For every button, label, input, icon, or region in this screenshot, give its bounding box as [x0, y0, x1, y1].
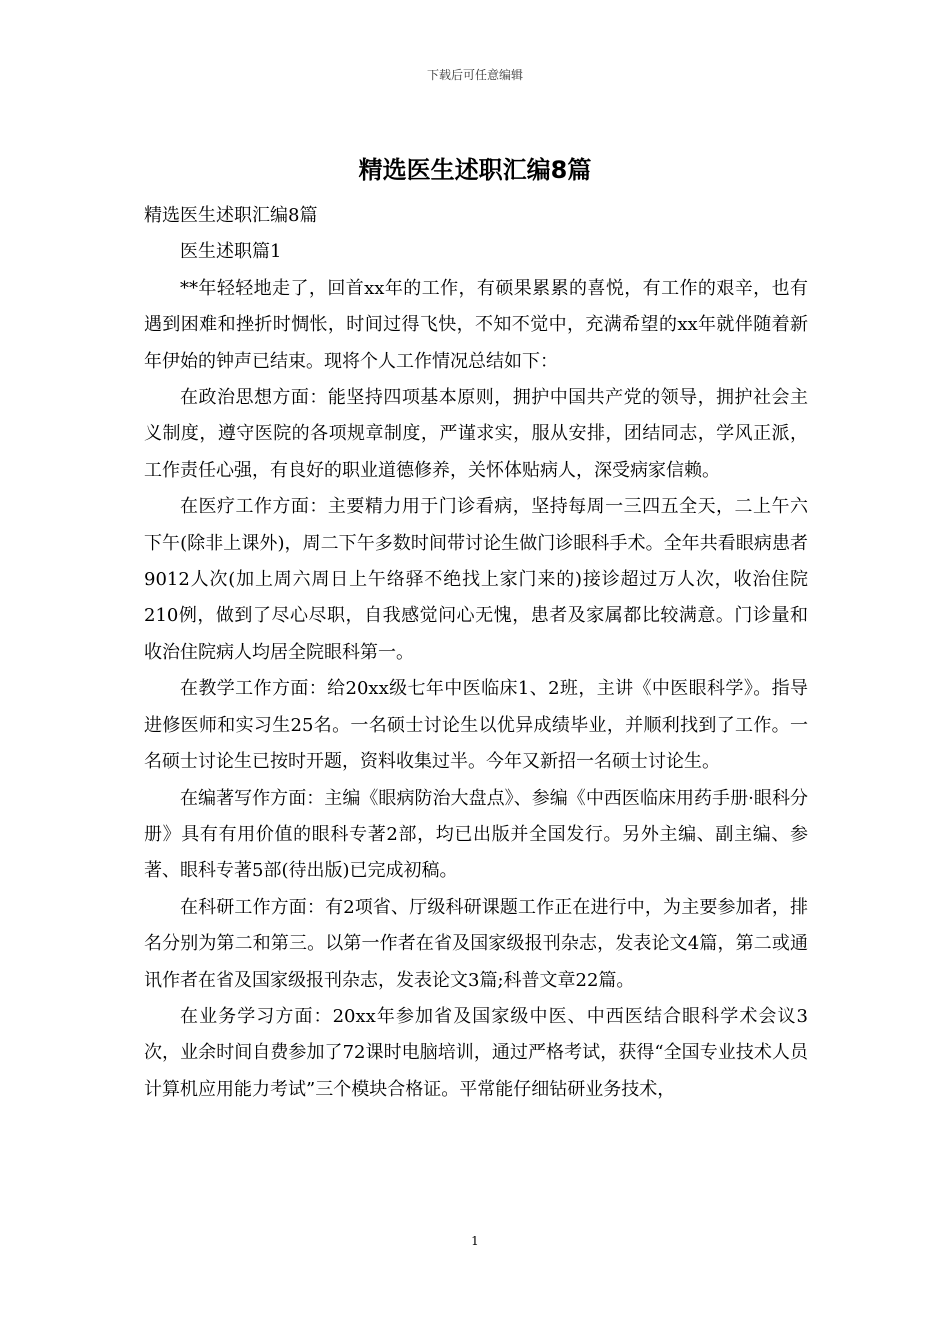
- paragraph-writing: 在编著写作方面：主编《眼病防治大盘点》、参编《中西医临床用药手册·眼科分册》具有有用价值的眼科专著2部，均已出版并全国发行。另外主编、副主编、参著、眼科专著5部(待出版)已完成初稿。: [144, 787, 808, 882]
- paragraph-study: 在业务学习方面：20xx年参加省及国家级中医、中西医结合眼科学术会议3次，业余时间自费参加了72课时电脑培训，通过严格考试，获得“全国专业技术人员计算机应用能力考试”三个模块合格证。平常能仔细钻研业务技术，: [144, 1005, 808, 1100]
- document-title: 精选医生述职汇编8篇: [358, 156, 592, 184]
- page-number: 1: [471, 1234, 479, 1248]
- paragraph-political: 在政治思想方面：能坚持四项基本原则，拥护中国共产党的领导，拥护社会主义制度，遵守医院的各项规章制度，严谨求实，服从安排，团结同志，学风正派，工作责任心强，有良好的职业道德修养，关怀体贴病人，深受病家信赖。: [144, 387, 808, 481]
- paragraph-medical: 在医疗工作方面：主要精力用于门诊看病，坚持每周一三四五全天，二上午六下午(除非上课外)，周二下午多数时间带讨论生做门诊眼科手术。全年共看眼病患者9012人次(加上周六周日上午络驿不绝找上家门来的)接诊超过万人次，收治住院210例，做到了尽心尽职，自我感觉问心无愧，患者及家属都比较满意。门诊量和收治住院病人均居全院眼科第一。: [144, 496, 808, 663]
- paragraph-intro: **年轻轻地走了，回首xx年的工作，有硕果累累的喜悦，有工作的艰辛，也有遇到困难和挫折时惆怅，时间过得飞快，不知不觉中，充满希望的xx年就伴随着新年伊始的钟声已结束。现将个人工作情况总结如下：: [144, 277, 808, 372]
- section-heading: 医生述职篇1: [180, 241, 282, 263]
- document-body: [144, 198, 808, 1108]
- paragraph-teaching: 在教学工作方面：给20xx级七年中医临床1、2班，主讲《中医眼科学》。指导进修医师和实习生25名。一名硕士讨论生以优异成绩毕业，并顺利找到了工作。一名硕士讨论生已按时开题，资料收集过半。今年又新招一名硕士讨论生。: [144, 678, 808, 773]
- page-header: 下载后可任意编辑: [426, 68, 523, 82]
- subtitle-line: 精选医生述职汇编8篇: [144, 205, 318, 226]
- paragraph-research: 在科研工作方面：有2项省、厅级科研课题工作正在进行中，为主要参加者，排名分别为第二和第三。以第一作者在省及国家级报刊杂志，发表论文4篇，第二或通讯作者在省及国家级报刊杂志，发表论文3篇;科普文章22篇。: [144, 896, 808, 991]
